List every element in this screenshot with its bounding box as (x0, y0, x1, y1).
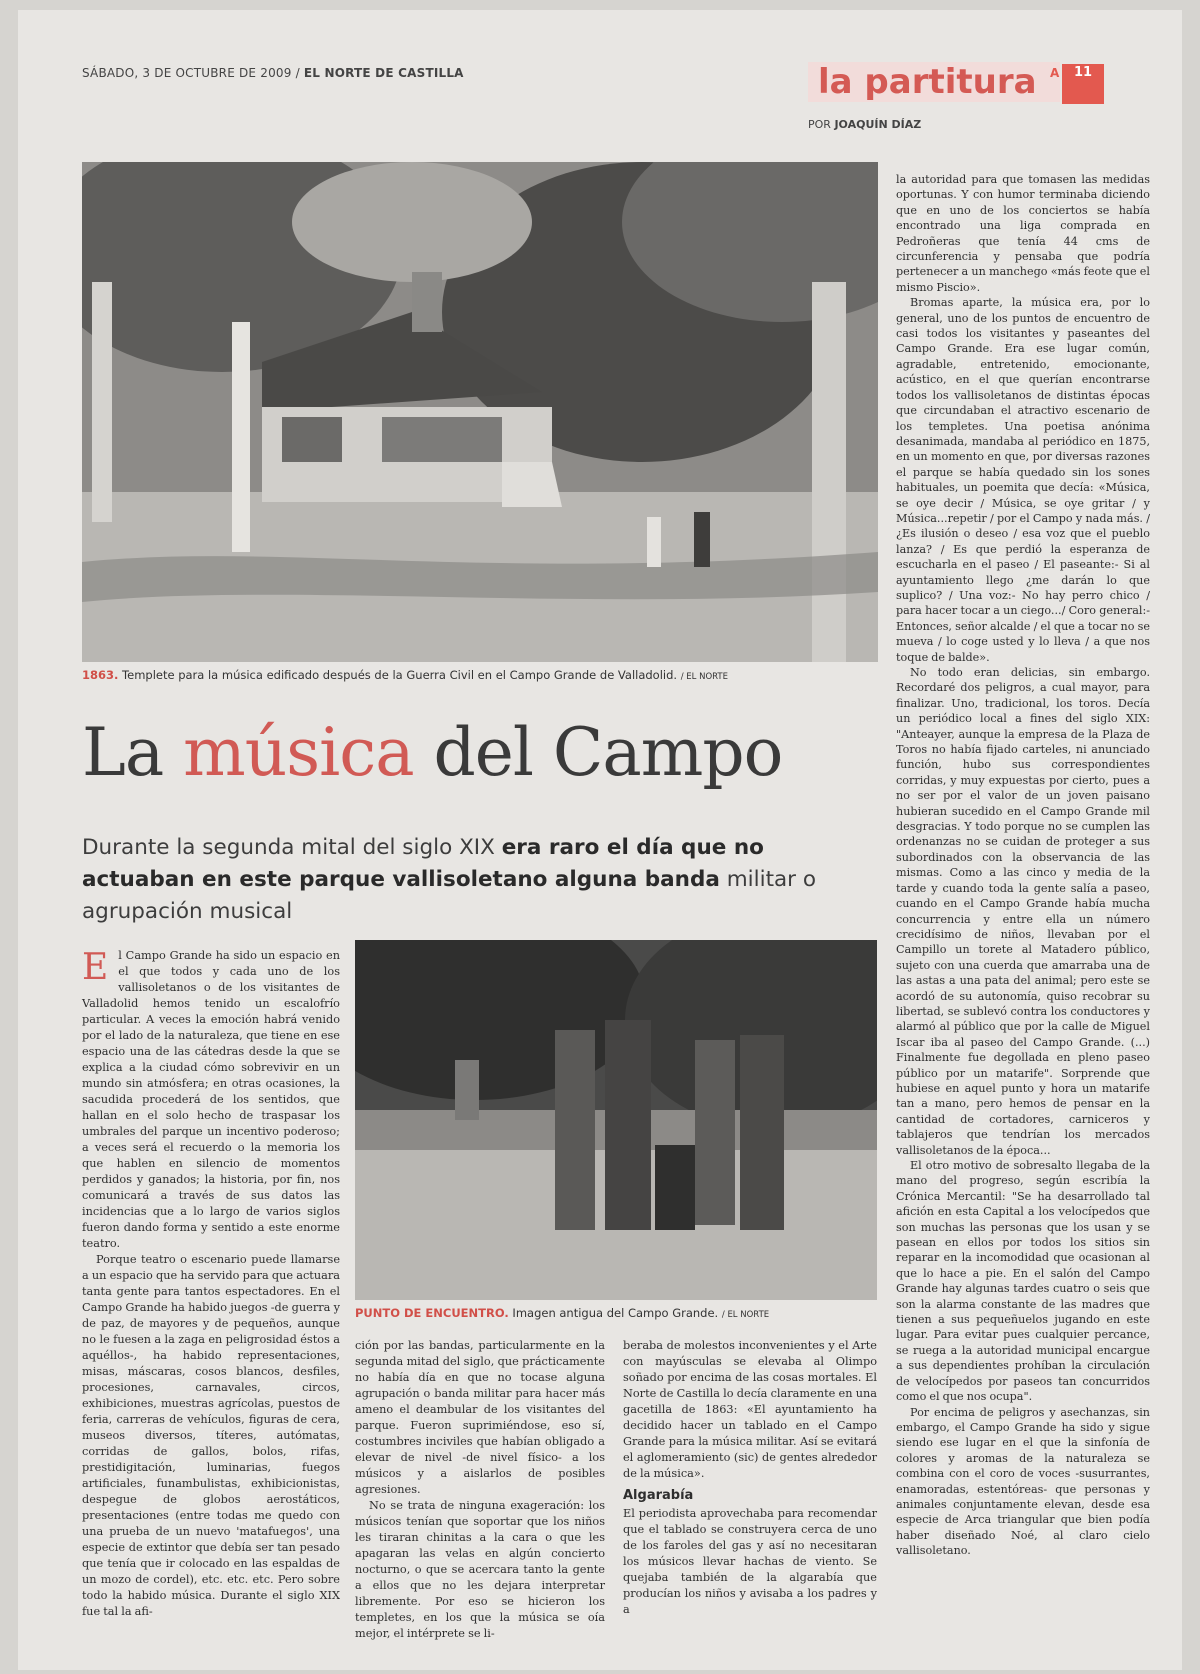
subheading: Algarabía (623, 1488, 694, 1503)
date-line: SÁBADO, 3 DE OCTUBRE DE 2009 / (82, 66, 300, 80)
newspaper-page (18, 10, 1182, 1670)
paragraph: beraba de molestos inconvenientes y el Arte con mayúsculas se elevaba al Olimpo soñado por encima de las cosas mortales. El Norte de Castilla lo decía claramente en una gacetilla de 1863: «El ayuntamiento ha decidido hacer un tablado en el Campo Grande para la música militar. Así se evitará el aglomeramiento (sic) de gentes alrededor de la música». (623, 1339, 877, 1480)
paragraph-text: l Campo Grande ha sido un espacio en el que todos y cada uno de los vallisoletanos o de los visitantes de Valladolid hemos tenido un escalofrío particular. A veces la emoción habrá venido por el lado de la naturaleza, que tiene en ese espacio una de las cátedras desde la que se explica a la ciudad cómo sobrevivir en un mundo sin atmósfera; en otras ocasiones, la sacudida procederá de los sentidos, que hallan en el solo hecho de traspasar los umbrales del parque un incentivo poderoso; a veces será el recuerdo o la memoria los que hablen en silencio de momentos perdidos y ganados; la historia, por fin, nos comunicará a través de sus datos las incidencias que a lo largo de varios siglos fueron dando forma y sentido a este enorme teatro. (82, 949, 340, 1250)
paragraph: Por encima de peligros y asechanzas, sin embargo, el Campo Grande ha sido y sigue siendo ese lugar en el que la sinfonía de colores y aromas de la naturaleza se combina con el coro de voces -susurrantes, enamoradas, estentóreas- que personas y animales conjuntamente elevan, desde esa especie de Arca triangular que bien podía haber diseñado Noé, al claro cielo vallisoletano. (896, 1405, 1150, 1558)
photo2-caption-text: Imagen antigua del Campo Grande. (512, 1306, 719, 1320)
byline-author: JOAQUÍN DÍAZ (834, 118, 922, 131)
article-column-2 (355, 1338, 605, 1642)
article-column-1 (82, 948, 340, 1620)
page-number: 11 (1073, 65, 1093, 80)
paragraph: la autoridad para que tomasen las medidas oportunas. Y con humor terminaba diciendo que en uno de los conciertos se había encontrado una liga comprada en Pedroñeras que tenía 44 cms de circunferencia y pensaba que podría pertenecer a un manchego «más feote que el mismo Piscio». (896, 173, 1150, 294)
photo2-caption (355, 1306, 769, 1320)
paragraph (82, 948, 340, 1252)
headline-part1: La (82, 714, 184, 791)
photo2-caption-lead: PUNTO DE ENCUENTRO. (355, 1306, 509, 1320)
headline (82, 714, 782, 791)
paragraph: Bromas aparte, la música era, por lo general, uno de los puntos de encuentro de casi todos los visitantes y paseantes del Campo Grande. Era ese lugar común, agradable, entretenido, emocionante, acústico, en el que querían encontrarse todos los vallisoletanos de distintas épocas que circundaban el atractivo escenario de los templetes. Una poetisa anónima desanimada, mandaba al periódico en 1875, en un momento en que, por diversas razones el parque se había quedado sin los sones habituales, un poemita que decía: «Música, se oye decir / Música, se oye gritar / y Música...repetir / por el Campo y nada más. / ¿Es ilusión o deseo / esa voz que el pueblo lanza? / Es que perdió la esperanza de escucharla en el paseo / El paseante:- Si al ayuntamiento llego ¿me darán lo que suplico? / Una voz:- No hay perro chico / para hacer tocar a un ciego.../ Coro general:- Entonces, señor alcalde / el que a tocar no se mueva / lo coge usted y lo lleva / a que nos toque de balde». (896, 296, 1150, 664)
byline (808, 118, 921, 131)
drop-cap: E (82, 947, 109, 988)
photo1-caption-lead: 1863. (82, 668, 119, 682)
bandstand-illustration (82, 162, 878, 662)
paragraph: El otro motivo de sobresalto llegaba de la mano del progreso, según escribía la Crónica Mercantil: "Se ha desarrollado tal afición en esta Capital a los velocípedos que son muchas las personas que los usan y se pasean en ellos por todos los sitios sin reparar en la incomodidad que ocasionan al que lo hace a pie. En el salón del Campo Grande hay algunas tardes cuatro o seis que son la alarma constante de las madres que tienen a sus pequeñuelos jugando en este lugar. Para evitar pues cualquier percance, se ruega a la autoridad municipal encargue a sus dependientes prohíban la circulación de velocípedos por paseos tan concurridos como el que nos ocupa". (896, 1159, 1150, 1404)
page-header (82, 66, 464, 80)
subhead-c: militar o agrupación musical (82, 867, 817, 924)
paragraph: El periodista aprovechaba para recomendar que el tablado se construyera cerca de uno de los faroles del gas y así no necesitaran los músicos llevar hachas de viento. Se quejaba también de la algarabía que producían los niños y avisaba a los padres y a (623, 1507, 877, 1616)
photo1-caption-text: Templete para la música edificado después de la Guerra Civil en el Campo Grande de Valladolid. (122, 668, 678, 682)
byline-prefix: POR (808, 118, 831, 131)
headline-part3: del Campo (413, 714, 783, 791)
article-column-3 (623, 1338, 877, 1618)
page-number-box (1050, 64, 1104, 104)
paragraph: Porque teatro o escenario puede llamarse a un espacio que ha servido para que actuara tanta gente para tantos espectadores. En el Campo Grande ha habido juegos -de guerra y de paz, de mayores y de pequeños, aunque no le fuesen a la zaga en peligrosidad éstos a aquéllos-, ha habido representaciones, misas, máscaras, cosos blancos, desfiles, procesiones, carnavales, circos, exhibiciones, muestras agrícolas, puestos de feria, carreras de vehículos, figuras de cera, museos diversos, títeres, autómatas, corridas de gallos, bolos, rifas, prestidigitación, luminarias, fuegos artificiales, funambulistas, exhibicionistas, despegue de globos aerostáticos, presentaciones (entre todas me quedo con una prueba de un nuevo 'matafuegos', una especie de extintor que debía ser tan pesado que tenía que ir colocado en las espaldas de un mozo de cordel), etc. etc. etc. Pero sobre todo la habido música. Durante el siglo XIX fue tal la afi- (82, 1253, 340, 1618)
meeting-point-photo (355, 940, 877, 1300)
photo1-credit: / EL NORTE (680, 672, 728, 682)
paragraph: No se trata de ninguna exageración: los músicos tenían que soportar que los niños les tiraran chinitas a la cara o que les apagaran las velas en algún concierto nocturno, o que se acercara tanto la gente a ellos que no les dejara interpretar libremente. Por eso se hicieron los templetes, en los que la música se oía mejor, el intérprete se li- (355, 1499, 605, 1640)
section-title: la partitura (808, 62, 1060, 102)
subhead-b: era raro el día que no actuaban en este parque vallisoletano alguna banda (82, 835, 764, 892)
bandstand-photo (82, 162, 878, 662)
section-banner (808, 62, 1093, 106)
photo2-credit: / EL NORTE (721, 1310, 770, 1320)
headline-part2: música (183, 714, 414, 791)
subhead-a: Durante la segunda mital del siglo XIX (82, 835, 502, 860)
paragraph: ción por las bandas, particularmente en la segunda mitad del siglo, que prácticamente no había día en que no tocase alguna agrupación o banda militar para hacer más ameno el deambular de los visitantes del parque. Fueron suprimiéndose, eso sí, costumbres inciviles que habían obligado a elevar de nivel -de nivel físico- a los músicos y a aislarlos de posibles agresiones. (355, 1339, 605, 1496)
paragraph: No todo eran delicias, sin embargo. Recordaré dos peligros, a cual mayor, para finalizar. Uno, tradicional, los toros. Decía un periódico local a fines del siglo XIX: "Anteayer, aunque la empresa de la Plaza de Toros no había fijado carteles, ni anunciado función, hubo sus correspondientes corridas, y muy expuestas por cierto, pues a no ser por el valor de un joven paisano hubieran sucedido en el Campo Grande mil desgracias. Y todo porque no se cumplen las ordenanzas no se cuidan de proteger a sus subordinados con la observancia de las mismas. Como a las cinco y media de la tarde y cuando toda la gente salía a paseo, cuando en el Campo Grande había mucha concurrencia y entre ella un número crecidísimo de niños, llevaban por el Campillo un torete al Matadero público, sujeto con una cuerda que amarraba una de las astas a una pata del animal; pero este se acordó de su autonomía, quiso recobrar su libertad, se sublevó contra los conductores y alarmó al público que por la calle de Miguel Iscar iba al paseo del Campo Grande. (...) Finalmente fue degollada en pleno paseo público por un matarife". Sorprende que hubiese en aquel punto y hora un matarife tan a mano, pero hemos de pensar en la cantidad de cortadores, carniceros y tablajeros que tendrían los mercados vallisoletanos de la época... (896, 666, 1150, 1157)
article-column-4 (896, 172, 1150, 1559)
newspaper-name: EL NORTE DE CASTILLA (303, 66, 464, 80)
subheadline (82, 832, 882, 928)
meeting-point-illustration (355, 940, 877, 1300)
photo1-caption (82, 668, 728, 682)
page-prefix: A (1050, 66, 1060, 80)
